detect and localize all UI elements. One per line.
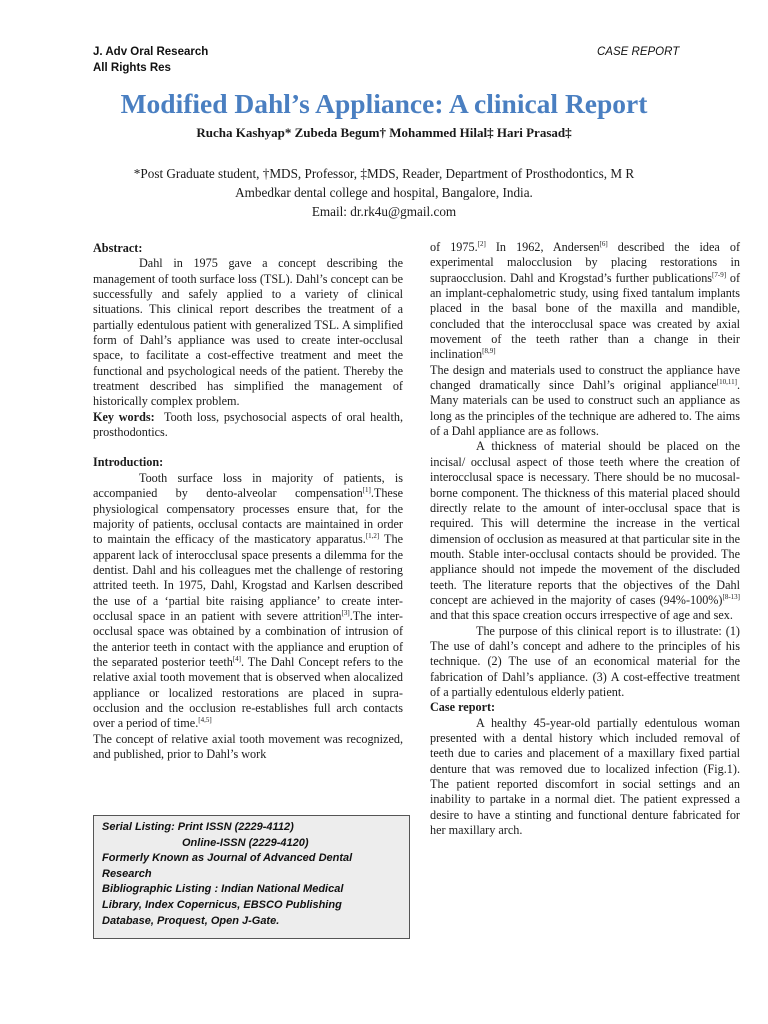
listing-box <box>93 815 410 939</box>
affiliation-block <box>100 164 668 221</box>
body-text: . Many materials can be used to construct such an appliance as long as the principles of the technique are adhered to. The aims of a Dahl appliance are as follows. <box>430 378 740 439</box>
article-type: CASE REPORT <box>597 46 680 58</box>
citation: [1] <box>362 486 371 495</box>
history-paragraph <box>430 240 740 363</box>
aims-paragraph <box>430 439 740 623</box>
intro-text: .These physiological compensatory processes ensure that, for the majority of patients, occlusal contacts are maintained in order to maintain the efficacy of the masticatory apparatus. <box>93 486 403 547</box>
intro-text: . The Dahl Concept refers to the relative axial tooth movement that is observed when alocalized appliance or localized restorations are placed in supra-occlusion and the occlusion re-establishes full arch contacts over a period of time. <box>93 654 403 731</box>
citation: [3] <box>341 608 350 617</box>
journal-header <box>93 44 208 76</box>
affiliation-line-2: Ambedkar dental college and hospital, Bangalore, India. <box>235 185 533 200</box>
listing-line: Formerly Known as Journal of Advanced Dental <box>102 852 353 865</box>
listing-line: Research <box>102 867 152 880</box>
abstract-heading: Abstract: <box>93 241 143 255</box>
case-report-paragraph: A healthy 45-year-old partially edentulous woman presented with a dental history which included removal of teeth due to caries and placement of a maxillary fixed partial denture that was removed due to localized infection (Fig.1). The patient reported discomfort in social settings and an inability to partake in a normal diet. The patient expressed a desire to have a stinting and functional denture fabricated for her maxillary arch. <box>430 715 740 838</box>
listing-line: Bibliographic Listing : Indian National Medical <box>102 883 344 896</box>
keywords-text: Tooth loss, psychosocial aspects of oral health, prosthodontics. <box>93 409 404 440</box>
listing-line: Library, Index Copernicus, EBSCO Publishing <box>102 898 342 911</box>
body-text: of 1975. <box>430 240 478 254</box>
citation: [4,5] <box>198 716 212 725</box>
design-paragraph <box>430 363 740 440</box>
citation: [6] <box>599 239 608 248</box>
citation: [1,2] <box>365 532 380 541</box>
introduction-paragraph-2: The concept of relative axial tooth movement was recognized, and published, prior to Dahl’s work <box>93 731 403 761</box>
body-text: A thickness of material should be placed on the incisal/ occlusal aspect of those teeth where the creation of interocclusal space is necessary. There should be no mucosal-borne component. The thickness of this material placed should directly relate to the amount of inter-occlusal space that is required. This will determine the increase in the vertical dimension of occlusion as measured at that particular site in the mouth. Stable inter-occlusal contacts should be provided. The appliance should not impede the movement of the discluded teeth. The literature reports that the objectives of the Dahl concept are achieved in the majority of cases (94%-100%) <box>430 439 741 607</box>
citation: [7-9] <box>712 270 727 279</box>
purpose-paragraph: The purpose of this clinical report is to illustrate: (1) The use of dahl’s concept and adhere to the principles of his technique. (2) The use of an economical material for the fabrication of Dahl’s appliance. (3) A cost-effective treatment of a partially edentulous elderly patient. <box>430 623 740 699</box>
intro-text: The apparent lack of interocclusal space presents a dilemma for the dentist. Dahl and his colleagues met the challenge of restoring attrited teeth. In 1975, Dahl, Krogstad and Karlsen described the use of a ‘partial bite raising appliance’ to create inter-occlusal space in an patient with severe attrition <box>93 532 403 623</box>
abstract-text: Dahl in 1975 gave a concept describing the management of tooth surface loss (TSL). Dahl’s concept can be successfully and safely applied to a variety of clinical situations. This clinical report describes the treatment of a partially edentulous patient with generalized TSL. A simplified form of Dahl’s appliance was used to create inter-occlusal space, to facilitate a cost-effective treatment and meet the functional and psychological needs of the patient. Thereby the treatment described has simplified the management of historically complex problem. <box>93 256 404 409</box>
body-text: of an implant-cephalometric study, using fixed tantalum implants placed in the basal bone of the maxilla and mandible, concluded that the interocclusal space was created by axial movement of the teeth rather than a change in their inclination <box>430 270 741 362</box>
intro-text: .The inter-occlusal space was obtained by a combination of intrusion of the anterior teeth in contact with the appliance and eruption of the separated posterior teeth <box>93 608 403 669</box>
body-text: The design and materials used to construct the appliance have changed dramatically since Dahl’s original appliance <box>430 362 740 393</box>
rights-notice: All Rights Res <box>93 62 171 74</box>
body-text: and that this space creation occurs irrespective of age and sex. <box>430 608 733 623</box>
citation: [10,11] <box>716 378 737 387</box>
article-title: Modified Dahl’s Appliance: A clinical Report <box>120 88 648 119</box>
keywords-label: Key words: <box>93 409 155 424</box>
listing-line: Online-ISSN (2229-4120) <box>182 836 309 849</box>
author-list: Rucha Kashyap* Zubeda Begum† Mohammed Hilal‡ Hari Prasad‡ <box>196 125 572 140</box>
right-column <box>430 240 740 838</box>
journal-name: J. Adv Oral Research <box>93 46 209 58</box>
listing-line: Database, Proquest, Open J-Gate. <box>102 914 280 927</box>
body-text: In 1962, Andersen <box>485 240 600 254</box>
case-report-heading: Case report: <box>430 700 496 715</box>
left-column <box>93 241 403 762</box>
author-email[interactable]: Email: dr.rk4u@gmail.com <box>311 204 457 219</box>
citation: [8-13] <box>722 592 740 601</box>
introduction-heading: Introduction: <box>93 455 164 470</box>
introduction-paragraph-1 <box>93 471 403 732</box>
body-text: described the idea of experimental malocclusion by placing restorations in supraocclusion. Dahl and Krogstad’s further publications <box>430 240 740 285</box>
citation: [4] <box>232 654 241 663</box>
citation: [2] <box>477 239 486 248</box>
listing-line: Serial Listing: Print ISSN (2229-4112) <box>102 821 294 833</box>
affiliation-line-1: *Post Graduate student, †MDS, Professor, ‡MDS, Reader, Department of Prosthodontics, M R <box>133 166 635 181</box>
citation: [8,9] <box>482 347 496 356</box>
intro-text: Tooth surface loss in majority of patients, is accompanied by dento-alveolar compensation <box>93 470 403 501</box>
keywords-paragraph <box>93 410 403 441</box>
